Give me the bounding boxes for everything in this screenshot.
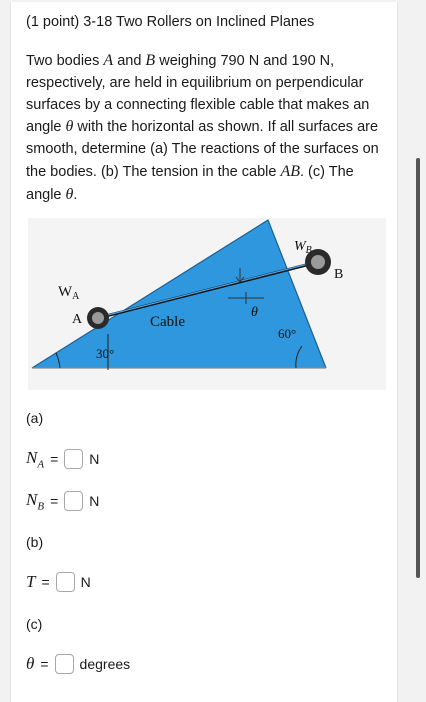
answer-row-na	[26, 448, 99, 470]
problem-text: with the horizontal as shown. If all surfaces are smooth, determine (a) The reactions of the surfaces on the bodies. (b) The tension in the cable	[26, 119, 379, 180]
equals-sign: =	[50, 493, 59, 510]
equals-sign: =	[41, 574, 50, 590]
t-answer-field[interactable]	[56, 572, 75, 592]
na-unit: N	[89, 451, 100, 468]
part-b-label: (b)	[26, 534, 44, 550]
question-title: 3-18 Two Rollers on Inclined Planes	[83, 14, 315, 30]
answer-row-nb	[26, 490, 99, 512]
var-theta: θ	[65, 118, 74, 136]
var-b: B	[145, 52, 156, 69]
part-a-label: (a)	[26, 410, 44, 426]
answer-row-theta	[26, 654, 130, 674]
angle-right-label: 60°	[278, 326, 297, 341]
na-symbol	[26, 448, 44, 470]
points-label: (1 point)	[26, 14, 80, 30]
problem-text: weighing 790 N and 190 N, respectively, are held in equilibrium on perpendicular surfaces by a connecting flexible cable that makes an angle	[26, 53, 370, 136]
na-symbol-main: N	[26, 448, 38, 467]
na-answer-field[interactable]	[64, 449, 83, 469]
problem-text: . (c) The angle	[26, 163, 354, 203]
nb-unit: N	[89, 493, 100, 510]
equals-sign: =	[40, 656, 49, 672]
theta-symbol: θ	[26, 654, 35, 673]
nb-symbol-main: N	[26, 490, 38, 509]
t-symbol: T	[26, 572, 36, 591]
var-a: A	[103, 52, 114, 69]
problem-text: and	[113, 53, 146, 69]
b-label: B	[334, 267, 344, 282]
theta-unit: degrees	[79, 656, 131, 672]
a-label: A	[72, 312, 83, 327]
answer-row-t	[26, 572, 91, 592]
var-ab: AB	[280, 162, 300, 180]
problem-text: .	[73, 186, 78, 203]
question-header	[26, 14, 314, 30]
wb-label: $W_B$	[294, 239, 312, 256]
problem-text: Two bodies	[26, 53, 104, 69]
nb-answer-field[interactable]	[64, 491, 83, 511]
scrollbar[interactable]	[416, 158, 420, 578]
var-theta: θ	[65, 185, 74, 203]
roller-b-hub	[311, 255, 325, 269]
nb-symbol-sub: B	[37, 500, 45, 513]
theta-answer-field[interactable]	[55, 654, 74, 674]
rollers-diagram	[28, 218, 386, 390]
angle-left-label: 30°	[96, 346, 115, 361]
t-unit: N	[80, 574, 91, 590]
cable-label: Cable	[150, 314, 185, 330]
roller-a-hub	[92, 312, 104, 324]
problem-statement	[26, 50, 391, 207]
nb-symbol	[26, 490, 44, 512]
equals-sign: =	[50, 451, 59, 468]
part-c-label: (c)	[26, 616, 43, 632]
na-symbol-sub: A	[37, 458, 45, 471]
wa-label: $W_A$	[58, 284, 80, 302]
theta-label: θ	[251, 305, 258, 320]
